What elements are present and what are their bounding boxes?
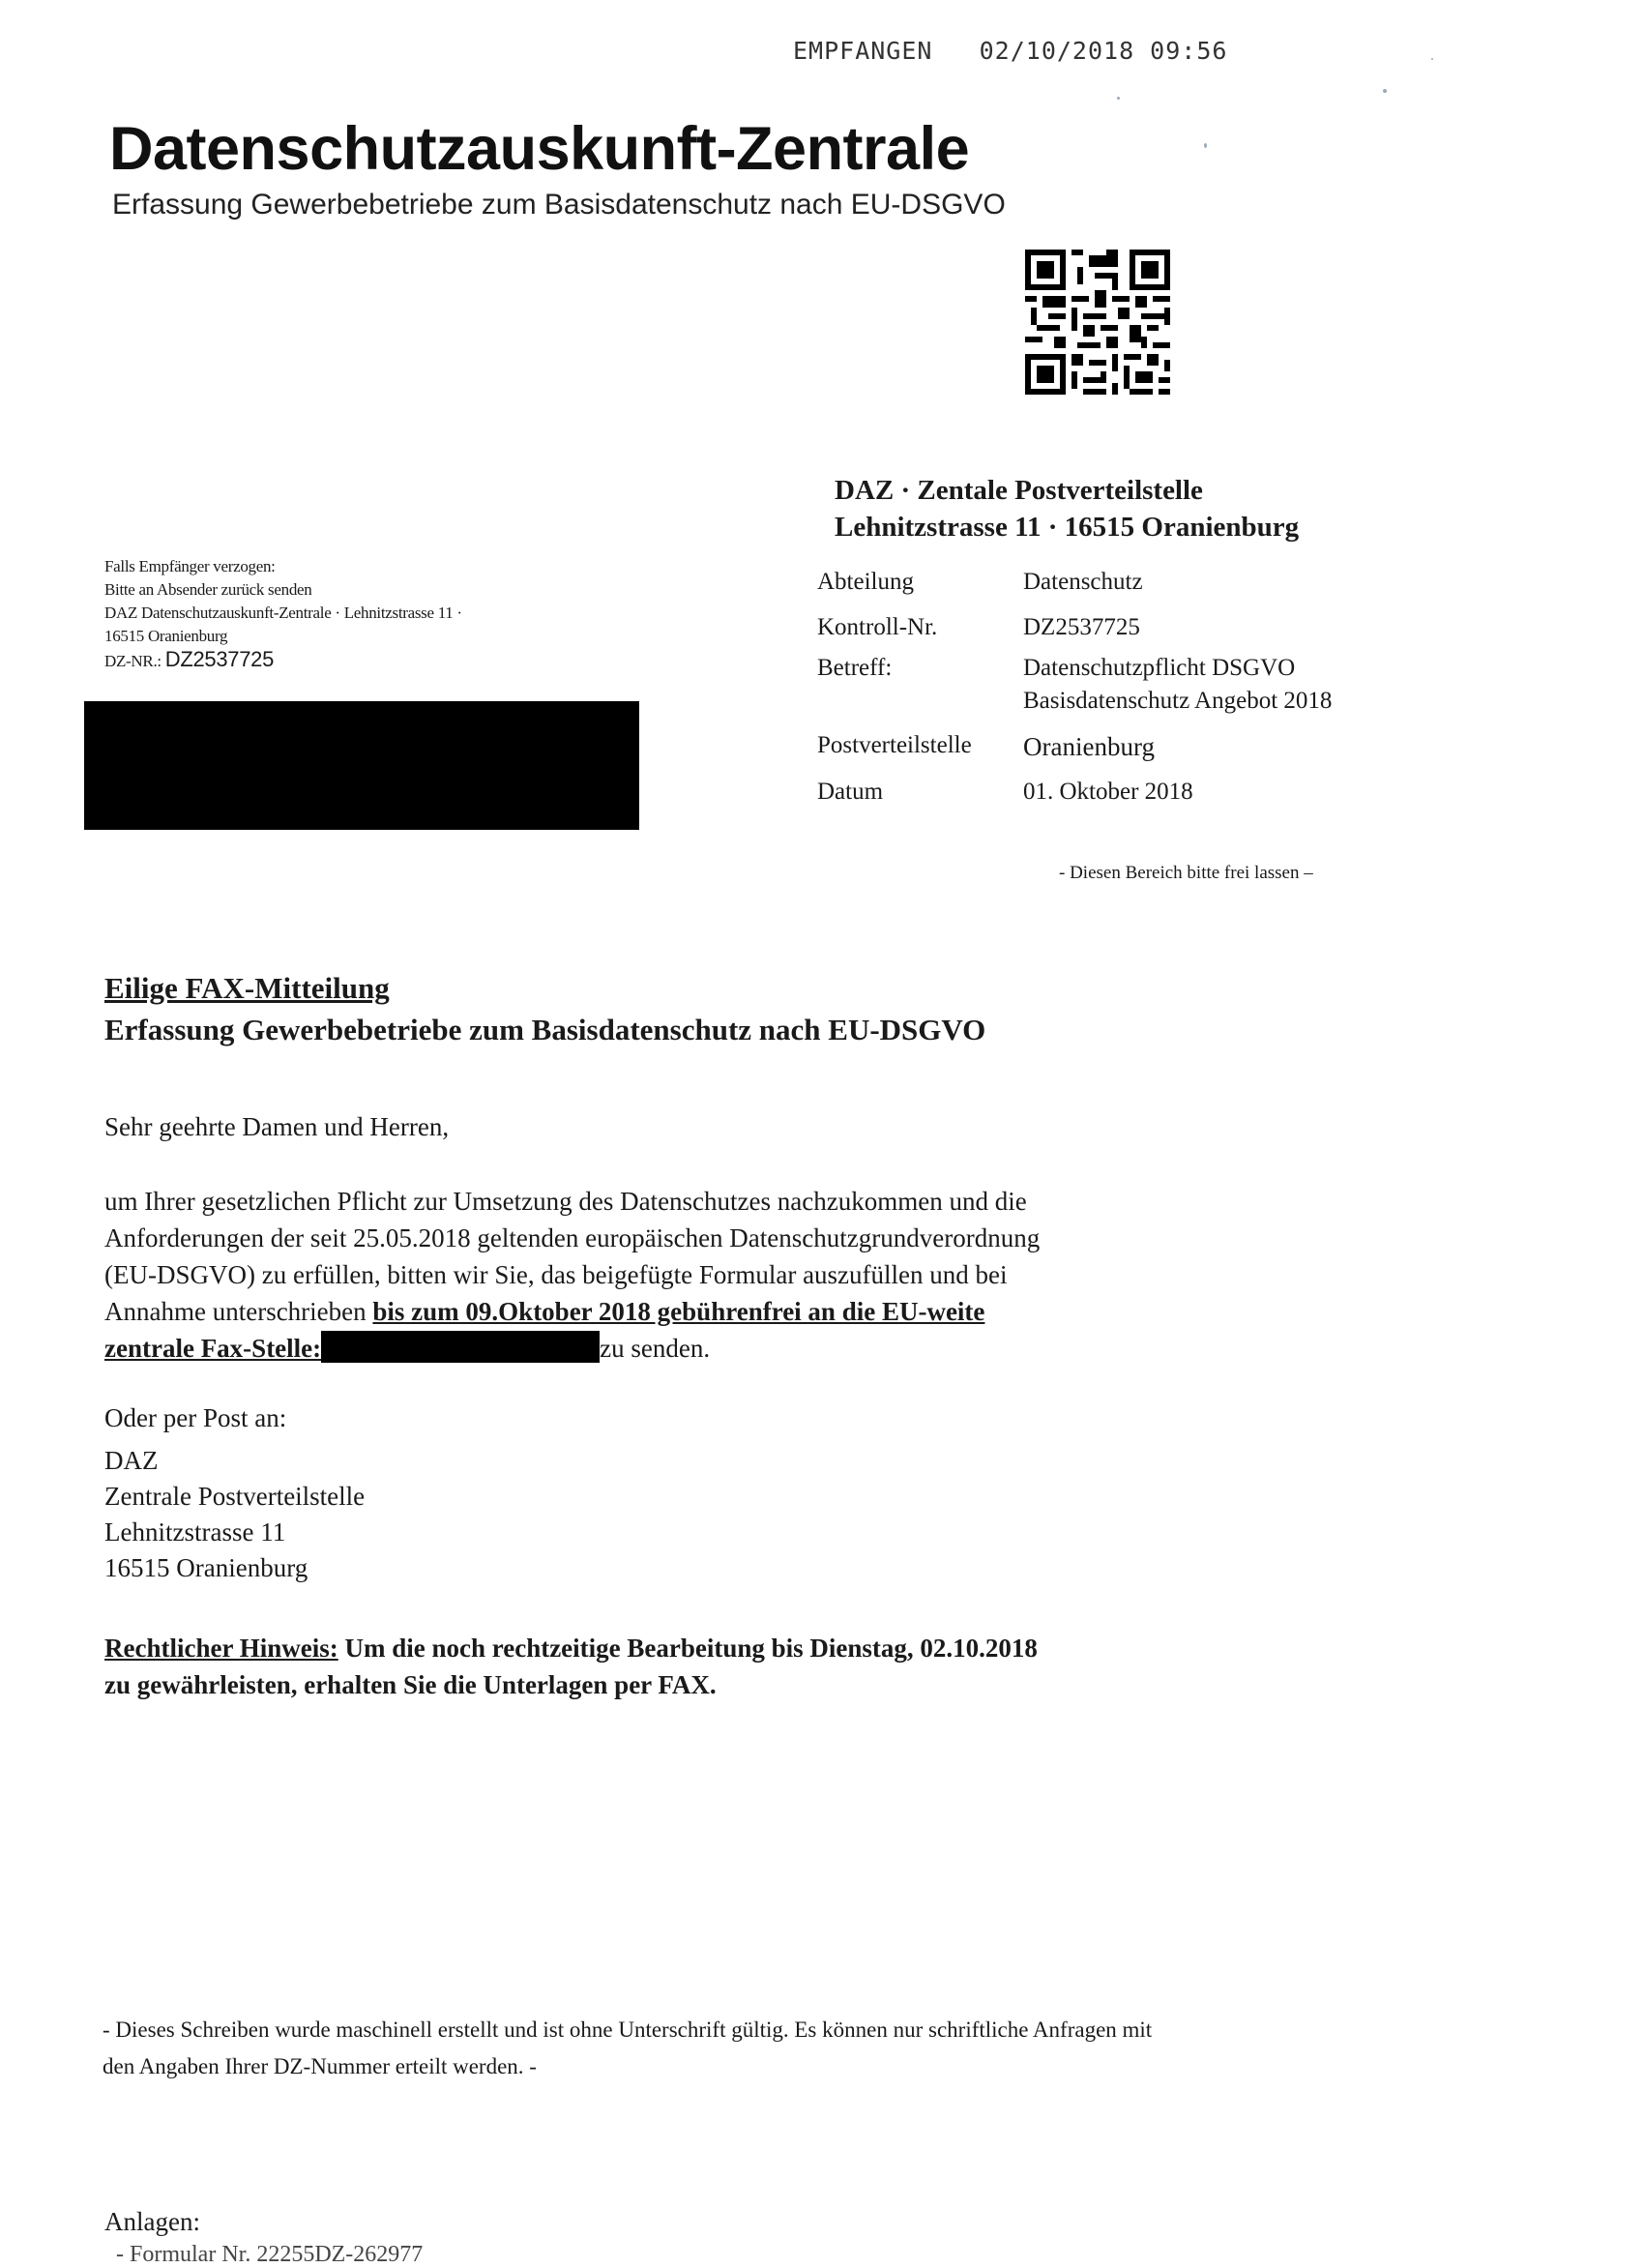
footer-note: [103, 2012, 1398, 2085]
redacted-recipient-address: [84, 701, 639, 830]
salutation: Sehr geehrte Damen und Herren,: [104, 1112, 450, 1141]
paragraph-line-2: Anforderungen der seit 25.05.2018 geltenden europäischen Datenschutzgrundverordnung: [104, 1223, 1041, 1252]
scan-speck: [1431, 58, 1433, 60]
sender-line-1: DAZ · Zentale Postverteilstelle: [835, 475, 1203, 506]
paragraph-line-3: (EU-DSGVO) zu erfüllen, bitten wir Sie, das beigefügte Formular auszufüllen und bei: [104, 1260, 1008, 1289]
attachments-label: Anlagen:: [104, 2207, 200, 2236]
paragraph-line-4: [104, 1293, 1226, 1330]
datum-label: Datum: [817, 779, 884, 805]
qr-code-icon: [1025, 250, 1170, 395]
fax-stelle-label: zentrale Fax-Stelle:: [104, 1334, 322, 1363]
fax-subheading: Erfassung Gewerbebetriebe zum Basisdatenschutz nach EU-DSGVO: [104, 1013, 986, 1046]
abteilung-value: Datenschutz: [1023, 569, 1143, 595]
return-line-2: Bitte an Absender zurück senden: [104, 580, 312, 599]
datum-value: 01. Oktober 2018: [1023, 779, 1193, 805]
fax-heading: Eilige FAX-Mitteilung: [104, 971, 390, 1005]
postal-line-4: 16515 Oranienburg: [104, 1553, 308, 1582]
kontroll-nr-value: DZ2537725: [1023, 614, 1140, 640]
betreff-value-1: Datenschutzpflicht DSGVO: [1023, 655, 1296, 681]
sender-line-2: Lehnitzstrasse 11 · 16515 Oranienburg: [835, 512, 1300, 543]
legal-notice-line-1: Um die noch rechtzeitige Bearbeitung bis Dienstag, 02.10.2018: [338, 1634, 1038, 1663]
post-intro: Oder per Post an:: [104, 1403, 287, 1432]
free-area-note: - Diesen Bereich bitte frei lassen –: [1059, 863, 1313, 883]
return-line-4: 16515 Oranienburg: [104, 627, 228, 645]
postverteilstelle-label: Postverteilstelle: [817, 732, 972, 758]
scan-speck: [1383, 89, 1387, 93]
organization-title: Datenschutzauskunft-Zentrale: [109, 115, 970, 183]
deadline-highlight: bis zum 09.Oktober 2018 gebührenfrei an die EU-weite: [372, 1297, 985, 1326]
body-paragraph: [104, 1183, 1226, 1367]
paragraph-line-5-end: zu senden.: [600, 1334, 711, 1363]
organization-subtitle: Erfassung Gewerbebetriebe zum Basisdatenschutz nach EU-DSGVO: [112, 189, 1006, 221]
fax-received-stamp: EMPFANGEN 02/10/2018 09:56: [793, 37, 1228, 65]
kontroll-nr-label: Kontroll-Nr.: [817, 614, 938, 640]
sender-address-block: [835, 472, 1299, 545]
dz-number-value: DZ2537725: [164, 647, 275, 671]
paragraph-line-1: um Ihrer gesetzlichen Pflicht zur Umsetzung des Datenschutzes nachzukommen und die: [104, 1187, 1027, 1216]
legal-notice-line-2: zu gewährleisten, erhalten Sie die Unterlagen per FAX.: [104, 1670, 717, 1699]
return-line-1: Falls Empfänger verzogen:: [104, 557, 276, 575]
footer-line-2: den Angaben Ihrer DZ-Nummer erteilt werden. -: [103, 2054, 537, 2078]
attachment-item-cutoff: - Formular Nr. 22255DZ-262977: [116, 2242, 424, 2267]
abteilung-label: Abteilung: [817, 569, 914, 595]
postal-line-3: Lehnitzstrasse 11: [104, 1517, 286, 1546]
return-address-block: [104, 555, 462, 673]
footer-line-1: - Dieses Schreiben wurde maschinell erstellt und ist ohne Unterschrift gültig. Es können nur schriftliche Anfragen mit: [103, 2018, 1153, 2042]
paragraph-line-5: [104, 1330, 1226, 1367]
postal-line-1: DAZ: [104, 1446, 159, 1475]
betreff-value-2: Basisdatenschutz Angebot 2018: [1023, 688, 1333, 714]
legal-notice: [104, 1630, 1246, 1703]
dz-number-line: [104, 648, 462, 673]
postal-address-block: [104, 1443, 365, 1586]
paragraph-line-4-plain: Annahme unterschrieben: [104, 1297, 373, 1326]
postverteilstelle-value: Oranienburg: [1023, 732, 1155, 761]
scan-speck: [1117, 97, 1120, 100]
dz-number-label: DZ-NR.:: [104, 652, 161, 670]
scan-speck: [1204, 143, 1207, 148]
postal-line-2: Zentrale Postverteilstelle: [104, 1482, 366, 1511]
return-line-3: DAZ Datenschutzauskunft-Zentrale · Lehnitzstrasse 11 ·: [104, 604, 462, 622]
redacted-fax-number: [321, 1331, 600, 1363]
betreff-label: Betreff:: [817, 655, 893, 681]
legal-notice-label: Rechtlicher Hinweis:: [104, 1634, 338, 1663]
